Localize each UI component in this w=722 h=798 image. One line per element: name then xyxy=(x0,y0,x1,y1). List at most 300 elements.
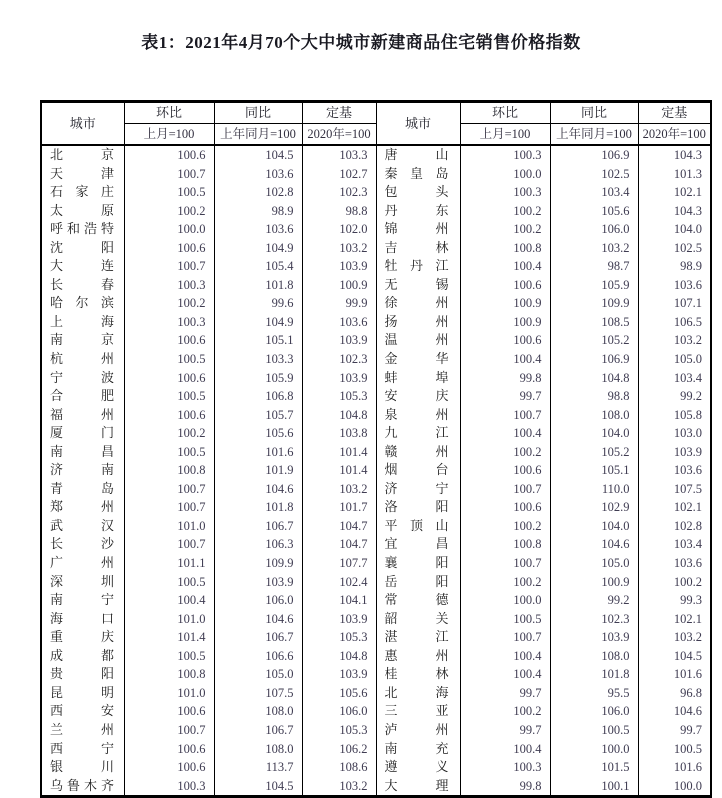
fixedbase-value-cell-right: 107.1 xyxy=(638,294,711,313)
mom-value-cell-left: 100.6 xyxy=(124,758,214,777)
table-row xyxy=(41,610,711,629)
city-cell-left xyxy=(41,573,124,592)
mom-value-cell-right: 100.4 xyxy=(460,257,550,276)
city-name: 郑州 xyxy=(50,499,114,515)
city-cell-left xyxy=(41,591,124,610)
city-name: 北海 xyxy=(384,684,449,700)
mom-value-cell-left: 100.5 xyxy=(124,183,214,202)
yoy-value-cell-right: 110.0 xyxy=(550,480,638,499)
city-cell-right xyxy=(376,369,460,388)
mom-value-cell-left: 100.6 xyxy=(124,369,214,388)
mom-value-cell-left: 100.2 xyxy=(124,294,214,313)
mom-value-cell-right: 100.4 xyxy=(460,665,550,684)
mom-value-cell-right: 100.9 xyxy=(460,294,550,313)
mom-value-cell-left: 101.4 xyxy=(124,628,214,647)
city-cell-left xyxy=(41,294,124,313)
header-yoy-base-right: 上年同月=100 xyxy=(550,124,638,146)
mom-value-cell-right: 100.2 xyxy=(460,443,550,462)
fixedbase-value-cell-right: 103.2 xyxy=(638,331,711,350)
city-cell-right xyxy=(376,406,460,425)
fixedbase-value-cell-right: 102.1 xyxy=(638,610,711,629)
city-cell-right xyxy=(376,777,460,797)
city-cell-left xyxy=(41,702,124,721)
yoy-value-cell-left: 105.9 xyxy=(214,369,302,388)
table-row xyxy=(41,777,711,797)
city-cell-right xyxy=(376,294,460,313)
price-index-table xyxy=(40,100,712,798)
city-cell-left xyxy=(41,313,124,332)
mom-value-cell-left: 100.4 xyxy=(124,591,214,610)
yoy-value-cell-left: 113.7 xyxy=(214,758,302,777)
fixedbase-value-cell-left: 103.8 xyxy=(302,424,376,443)
city-cell-left xyxy=(41,257,124,276)
city-cell-left xyxy=(41,480,124,499)
yoy-value-cell-left: 101.8 xyxy=(214,276,302,295)
fixedbase-value-cell-left: 102.7 xyxy=(302,165,376,184)
city-cell-right xyxy=(376,665,460,684)
city-name: 北京 xyxy=(50,147,114,162)
header-mom-base-left: 上月=100 xyxy=(124,124,214,146)
yoy-value-cell-left: 104.9 xyxy=(214,313,302,332)
city-cell-left xyxy=(41,424,124,443)
city-name: 温州 xyxy=(384,332,449,348)
mom-value-cell-right: 100.0 xyxy=(460,165,550,184)
fixedbase-value-cell-left: 108.6 xyxy=(302,758,376,777)
fixedbase-value-cell-right: 99.7 xyxy=(638,721,711,740)
fixedbase-value-cell-right: 107.5 xyxy=(638,480,711,499)
table-row xyxy=(41,387,711,406)
fixedbase-value-cell-left: 104.8 xyxy=(302,406,376,425)
city-name: 沈阳 xyxy=(50,239,114,255)
mom-value-cell-right: 100.7 xyxy=(460,554,550,573)
table-row xyxy=(41,443,711,462)
yoy-value-cell-right: 102.9 xyxy=(550,498,638,517)
fixedbase-value-cell-left: 102.3 xyxy=(302,350,376,369)
mom-value-cell-left: 100.2 xyxy=(124,202,214,221)
mom-value-cell-right: 100.3 xyxy=(460,758,550,777)
table-row xyxy=(41,406,711,425)
yoy-value-cell-right: 99.2 xyxy=(550,591,638,610)
mom-value-cell-left: 100.7 xyxy=(124,721,214,740)
mom-value-cell-left: 100.6 xyxy=(124,331,214,350)
city-cell-right xyxy=(376,313,460,332)
header-city-right: 城市 xyxy=(376,102,460,146)
table-row xyxy=(41,183,711,202)
yoy-value-cell-left: 106.7 xyxy=(214,721,302,740)
city-cell-left xyxy=(41,350,124,369)
yoy-value-cell-right: 105.1 xyxy=(550,461,638,480)
yoy-value-cell-left: 103.6 xyxy=(214,165,302,184)
city-cell-right xyxy=(376,517,460,536)
yoy-value-cell-right: 98.8 xyxy=(550,387,638,406)
city-name: 济南 xyxy=(50,462,114,478)
yoy-value-cell-right: 100.0 xyxy=(550,740,638,759)
city-name: 昆明 xyxy=(50,684,114,700)
city-name: 惠州 xyxy=(384,647,449,663)
yoy-value-cell-right: 105.0 xyxy=(550,554,638,573)
header-row-metrics xyxy=(41,102,711,124)
header-yoy-base-left: 上年同月=100 xyxy=(214,124,302,146)
city-cell-right xyxy=(376,498,460,517)
city-name: 赣州 xyxy=(384,443,449,459)
city-name: 常德 xyxy=(384,592,449,608)
city-cell-left xyxy=(41,145,124,165)
table-row xyxy=(41,461,711,480)
city-cell-left xyxy=(41,517,124,536)
table-row xyxy=(41,350,711,369)
fixedbase-value-cell-right: 104.0 xyxy=(638,220,711,239)
yoy-value-cell-right: 102.5 xyxy=(550,165,638,184)
mom-value-cell-right: 99.7 xyxy=(460,684,550,703)
city-name: 广州 xyxy=(50,555,114,571)
fixedbase-value-cell-right: 102.5 xyxy=(638,239,711,258)
mom-value-cell-right: 100.2 xyxy=(460,220,550,239)
city-name: 秦皇岛 xyxy=(384,165,449,181)
city-cell-right xyxy=(376,573,460,592)
fixedbase-value-cell-right: 102.8 xyxy=(638,517,711,536)
table-header xyxy=(41,102,711,146)
mom-value-cell-left: 100.7 xyxy=(124,480,214,499)
city-cell-left xyxy=(41,443,124,462)
city-cell-right xyxy=(376,350,460,369)
fixedbase-value-cell-right: 103.4 xyxy=(638,369,711,388)
mom-value-cell-right: 100.3 xyxy=(460,183,550,202)
city-name: 太原 xyxy=(50,202,114,218)
city-cell-right xyxy=(376,535,460,554)
table-row xyxy=(41,758,711,777)
fixedbase-value-cell-left: 104.1 xyxy=(302,591,376,610)
yoy-value-cell-right: 103.4 xyxy=(550,183,638,202)
city-name: 徐州 xyxy=(384,295,449,311)
fixedbase-value-cell-left: 105.6 xyxy=(302,684,376,703)
city-name: 重庆 xyxy=(50,629,114,645)
yoy-value-cell-left: 104.5 xyxy=(214,145,302,165)
mom-value-cell-left: 100.8 xyxy=(124,665,214,684)
header-mom-right: 环比 xyxy=(460,102,550,124)
city-name: 成都 xyxy=(50,647,114,663)
city-name: 大连 xyxy=(50,258,114,274)
fixedbase-value-cell-left: 105.3 xyxy=(302,721,376,740)
city-cell-left xyxy=(41,387,124,406)
city-name: 呼和浩特 xyxy=(50,221,114,237)
mom-value-cell-right: 100.8 xyxy=(460,535,550,554)
fixedbase-value-cell-left: 103.9 xyxy=(302,257,376,276)
city-name: 天津 xyxy=(50,165,114,181)
fixedbase-value-cell-right: 101.3 xyxy=(638,165,711,184)
city-cell-right xyxy=(376,647,460,666)
table-row xyxy=(41,702,711,721)
yoy-value-cell-left: 107.5 xyxy=(214,684,302,703)
city-cell-left xyxy=(41,684,124,703)
mom-value-cell-left: 100.6 xyxy=(124,406,214,425)
city-cell-left xyxy=(41,665,124,684)
table-row xyxy=(41,740,711,759)
fixedbase-value-cell-right: 103.6 xyxy=(638,461,711,480)
fixedbase-value-cell-right: 102.1 xyxy=(638,498,711,517)
city-cell-left xyxy=(41,758,124,777)
city-cell-left xyxy=(41,406,124,425)
city-name: 桂林 xyxy=(384,666,449,682)
city-name: 丹东 xyxy=(384,202,449,218)
yoy-value-cell-right: 95.5 xyxy=(550,684,638,703)
city-name: 南昌 xyxy=(50,443,114,459)
city-name: 三亚 xyxy=(384,703,449,719)
city-cell-right xyxy=(376,220,460,239)
table-row xyxy=(41,220,711,239)
city-name: 南充 xyxy=(384,740,449,756)
mom-value-cell-right: 100.0 xyxy=(460,591,550,610)
yoy-value-cell-left: 101.9 xyxy=(214,461,302,480)
mom-value-cell-left: 100.3 xyxy=(124,276,214,295)
table-row xyxy=(41,573,711,592)
yoy-value-cell-left: 105.0 xyxy=(214,665,302,684)
city-name: 无锡 xyxy=(384,276,449,292)
yoy-value-cell-right: 108.0 xyxy=(550,406,638,425)
fixedbase-value-cell-left: 106.0 xyxy=(302,702,376,721)
fixedbase-value-cell-left: 103.2 xyxy=(302,239,376,258)
city-name: 九江 xyxy=(384,425,449,441)
fixedbase-value-cell-right: 100.2 xyxy=(638,573,711,592)
fixedbase-value-cell-right: 104.6 xyxy=(638,702,711,721)
yoy-value-cell-left: 104.6 xyxy=(214,610,302,629)
fixedbase-value-cell-right: 96.8 xyxy=(638,684,711,703)
fixedbase-value-cell-left: 103.9 xyxy=(302,610,376,629)
city-cell-right xyxy=(376,183,460,202)
city-name: 泉州 xyxy=(384,406,449,422)
mom-value-cell-left: 100.6 xyxy=(124,740,214,759)
city-name: 海口 xyxy=(50,610,114,626)
mom-value-cell-left: 100.5 xyxy=(124,573,214,592)
mom-value-cell-left: 101.0 xyxy=(124,684,214,703)
city-name: 锦州 xyxy=(384,221,449,237)
yoy-value-cell-right: 106.0 xyxy=(550,220,638,239)
mom-value-cell-right: 100.5 xyxy=(460,610,550,629)
city-cell-right xyxy=(376,702,460,721)
table-title: 表1：2021年4月70个大中城市新建商品住宅销售价格指数 xyxy=(141,33,581,52)
header-yoy-right: 同比 xyxy=(550,102,638,124)
city-name: 合肥 xyxy=(50,388,114,404)
mom-value-cell-right: 100.4 xyxy=(460,350,550,369)
city-name: 襄阳 xyxy=(384,555,449,571)
fixedbase-value-cell-right: 104.3 xyxy=(638,145,711,165)
city-cell-left xyxy=(41,777,124,797)
mom-value-cell-right: 99.7 xyxy=(460,387,550,406)
yoy-value-cell-left: 104.5 xyxy=(214,777,302,797)
fixedbase-value-cell-right: 98.9 xyxy=(638,257,711,276)
mom-value-cell-left: 100.8 xyxy=(124,461,214,480)
city-name: 岳阳 xyxy=(384,573,449,589)
yoy-value-cell-right: 103.9 xyxy=(550,628,638,647)
city-name: 长春 xyxy=(50,276,114,292)
table-row xyxy=(41,257,711,276)
yoy-value-cell-left: 104.9 xyxy=(214,239,302,258)
mom-value-cell-left: 101.1 xyxy=(124,554,214,573)
mom-value-cell-right: 99.8 xyxy=(460,777,550,797)
city-name: 乌鲁木齐 xyxy=(50,777,114,793)
mom-value-cell-left: 100.7 xyxy=(124,165,214,184)
header-fixedbase-left: 定基 xyxy=(302,102,376,124)
city-cell-left xyxy=(41,165,124,184)
header-mom-left: 环比 xyxy=(124,102,214,124)
fixedbase-value-cell-left: 103.6 xyxy=(302,313,376,332)
yoy-value-cell-right: 104.0 xyxy=(550,517,638,536)
city-name: 兰州 xyxy=(50,721,114,737)
yoy-value-cell-left: 99.6 xyxy=(214,294,302,313)
city-cell-left xyxy=(41,183,124,202)
fixedbase-value-cell-right: 105.0 xyxy=(638,350,711,369)
mom-value-cell-right: 100.2 xyxy=(460,702,550,721)
city-cell-right xyxy=(376,610,460,629)
city-cell-right xyxy=(376,239,460,258)
yoy-value-cell-right: 101.8 xyxy=(550,665,638,684)
fixedbase-value-cell-right: 103.6 xyxy=(638,276,711,295)
city-cell-right xyxy=(376,461,460,480)
mom-value-cell-right: 100.2 xyxy=(460,573,550,592)
yoy-value-cell-right: 100.5 xyxy=(550,721,638,740)
table-row xyxy=(41,517,711,536)
mom-value-cell-left: 101.0 xyxy=(124,610,214,629)
fixedbase-value-cell-left: 99.9 xyxy=(302,294,376,313)
yoy-value-cell-left: 106.7 xyxy=(214,628,302,647)
city-cell-right xyxy=(376,554,460,573)
header-mom-base-right: 上月=100 xyxy=(460,124,550,146)
yoy-value-cell-right: 100.1 xyxy=(550,777,638,797)
yoy-value-cell-right: 106.0 xyxy=(550,702,638,721)
table-row xyxy=(41,331,711,350)
yoy-value-cell-left: 105.1 xyxy=(214,331,302,350)
city-name: 韶关 xyxy=(384,610,449,626)
mom-value-cell-left: 100.5 xyxy=(124,387,214,406)
city-cell-left xyxy=(41,331,124,350)
fixedbase-value-cell-left: 101.4 xyxy=(302,443,376,462)
fixedbase-value-cell-left: 103.2 xyxy=(302,480,376,499)
city-cell-left xyxy=(41,554,124,573)
city-name: 杭州 xyxy=(50,351,114,367)
city-name: 遵义 xyxy=(384,759,449,775)
fixedbase-value-cell-left: 101.4 xyxy=(302,461,376,480)
city-cell-left xyxy=(41,610,124,629)
fixedbase-value-cell-left: 103.9 xyxy=(302,369,376,388)
city-name: 唐山 xyxy=(384,147,449,162)
yoy-value-cell-left: 102.8 xyxy=(214,183,302,202)
fixedbase-value-cell-right: 104.3 xyxy=(638,202,711,221)
fixedbase-value-cell-left: 104.7 xyxy=(302,535,376,554)
yoy-value-cell-left: 106.8 xyxy=(214,387,302,406)
city-name: 平顶山 xyxy=(384,517,449,533)
mom-value-cell-left: 100.6 xyxy=(124,702,214,721)
yoy-value-cell-right: 106.9 xyxy=(550,145,638,165)
mom-value-cell-right: 100.6 xyxy=(460,331,550,350)
fixedbase-value-cell-left: 106.2 xyxy=(302,740,376,759)
city-name: 南京 xyxy=(50,332,114,348)
fixedbase-value-cell-left: 102.4 xyxy=(302,573,376,592)
yoy-value-cell-left: 105.7 xyxy=(214,406,302,425)
mom-value-cell-right: 99.8 xyxy=(460,369,550,388)
table-row xyxy=(41,721,711,740)
fixedbase-value-cell-right: 100.0 xyxy=(638,777,711,797)
city-cell-left xyxy=(41,276,124,295)
fixedbase-value-cell-right: 105.8 xyxy=(638,406,711,425)
city-name: 吉林 xyxy=(384,239,449,255)
mom-value-cell-left: 100.6 xyxy=(124,145,214,165)
fixedbase-value-cell-left: 104.8 xyxy=(302,647,376,666)
city-cell-left xyxy=(41,498,124,517)
mom-value-cell-right: 100.2 xyxy=(460,517,550,536)
city-cell-right xyxy=(376,387,460,406)
city-name: 金华 xyxy=(384,351,449,367)
table-row xyxy=(41,276,711,295)
yoy-value-cell-left: 105.6 xyxy=(214,424,302,443)
city-name: 武汉 xyxy=(50,517,114,533)
mom-value-cell-left: 100.3 xyxy=(124,313,214,332)
yoy-value-cell-left: 108.0 xyxy=(214,702,302,721)
city-name: 西安 xyxy=(50,703,114,719)
city-name: 宁波 xyxy=(50,369,114,385)
yoy-value-cell-right: 105.2 xyxy=(550,443,638,462)
fixedbase-value-cell-right: 99.3 xyxy=(638,591,711,610)
header-fixedbase-base-left: 2020年=100 xyxy=(302,124,376,146)
city-name: 泸州 xyxy=(384,721,449,737)
city-name: 银川 xyxy=(50,759,114,775)
city-name: 安庆 xyxy=(384,388,449,404)
header-city-left: 城市 xyxy=(41,102,124,146)
mom-value-cell-right: 100.6 xyxy=(460,461,550,480)
yoy-value-cell-right: 105.6 xyxy=(550,202,638,221)
mom-value-cell-left: 100.5 xyxy=(124,647,214,666)
mom-value-cell-right: 100.9 xyxy=(460,313,550,332)
header-yoy-left: 同比 xyxy=(214,102,302,124)
yoy-value-cell-left: 103.6 xyxy=(214,220,302,239)
table-row xyxy=(41,424,711,443)
fixedbase-value-cell-right: 100.5 xyxy=(638,740,711,759)
city-cell-right xyxy=(376,276,460,295)
fixedbase-value-cell-right: 99.2 xyxy=(638,387,711,406)
fixedbase-value-cell-right: 106.5 xyxy=(638,313,711,332)
mom-value-cell-left: 100.2 xyxy=(124,424,214,443)
city-name: 青岛 xyxy=(50,480,114,496)
table-row xyxy=(41,535,711,554)
yoy-value-cell-right: 102.3 xyxy=(550,610,638,629)
mom-value-cell-right: 100.4 xyxy=(460,740,550,759)
city-name: 贵阳 xyxy=(50,666,114,682)
yoy-value-cell-left: 104.6 xyxy=(214,480,302,499)
yoy-value-cell-left: 106.6 xyxy=(214,647,302,666)
city-name: 厦门 xyxy=(50,425,114,441)
yoy-value-cell-left: 103.9 xyxy=(214,573,302,592)
city-name: 福州 xyxy=(50,406,114,422)
fixedbase-value-cell-right: 101.6 xyxy=(638,665,711,684)
yoy-value-cell-left: 106.0 xyxy=(214,591,302,610)
mom-value-cell-right: 100.8 xyxy=(460,239,550,258)
mom-value-cell-right: 100.6 xyxy=(460,498,550,517)
yoy-value-cell-left: 106.3 xyxy=(214,535,302,554)
city-name: 上海 xyxy=(50,313,114,329)
city-name: 济宁 xyxy=(384,480,449,496)
city-name: 洛阳 xyxy=(384,499,449,515)
city-name: 深圳 xyxy=(50,573,114,589)
city-cell-right xyxy=(376,424,460,443)
yoy-value-cell-right: 109.9 xyxy=(550,294,638,313)
mom-value-cell-left: 100.3 xyxy=(124,777,214,797)
yoy-value-cell-right: 98.7 xyxy=(550,257,638,276)
city-cell-right xyxy=(376,145,460,165)
city-cell-right xyxy=(376,202,460,221)
city-name: 西宁 xyxy=(50,740,114,756)
yoy-value-cell-right: 103.2 xyxy=(550,239,638,258)
fixedbase-value-cell-right: 103.0 xyxy=(638,424,711,443)
table-row xyxy=(41,294,711,313)
table-row xyxy=(41,684,711,703)
